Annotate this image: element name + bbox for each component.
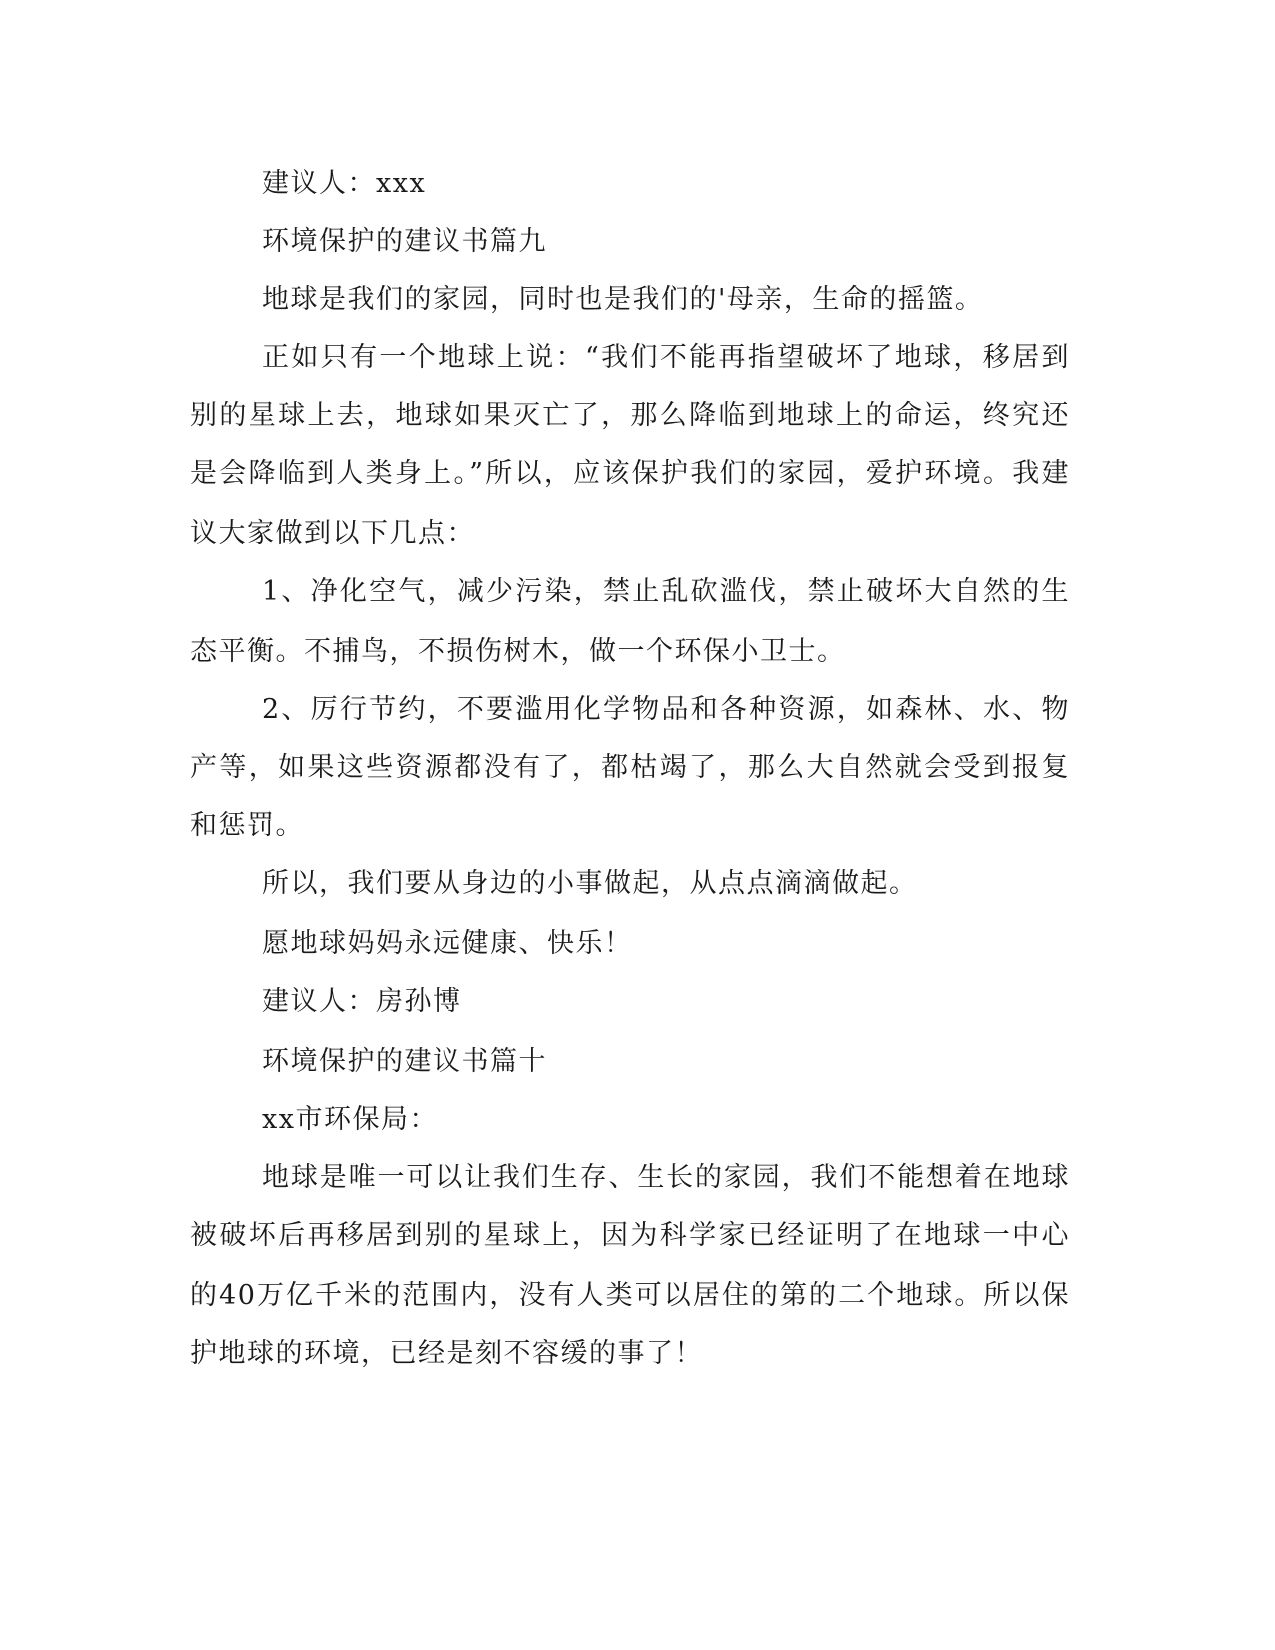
- signature-line: 建议人：房孙博: [262, 986, 462, 1017]
- section-heading: 环境保护的建议书篇九: [262, 226, 547, 257]
- paragraph-line: 所以，我们要从身边的小事做起，从点点滴滴做起。: [262, 868, 918, 899]
- list-item-line: 1、净化空气，减少污染，禁止乱砍滥伐，禁止破坏大自然的生: [262, 576, 1070, 607]
- list-item-line: 2、厉行节约，不要滥用化学物品和各种资源，如森林、水、物: [262, 694, 1070, 725]
- list-item-line: 态平衡。不捕鸟，不损伤树木，做一个环保小卫士。: [190, 636, 846, 667]
- paragraph-line: 别的星球上去，地球如果灭亡了，那么降临到地球上的命运，终究还: [190, 400, 1070, 431]
- section-heading: 环境保护的建议书篇十: [262, 1046, 547, 1077]
- paragraph-line: 地球是我们的家园，同时也是我们的'母亲，生命的摇篮。: [262, 284, 984, 315]
- paragraph-line: 正如只有一个地球上说：“我们不能再指望破坏了地球，移居到: [262, 342, 1070, 373]
- paragraph-line: 地球是唯一可以让我们生存、生长的家园，我们不能想着在地球: [262, 1162, 1070, 1193]
- paragraph-line: 愿地球妈妈永远健康、快乐！: [262, 928, 633, 959]
- paragraph-line: 护地球的环境，已经是刻不容缓的事了！: [190, 1338, 703, 1369]
- salutation-line: xx市环保局：: [262, 1104, 438, 1135]
- list-item-line: 产等，如果这些资源都没有了，都枯竭了，那么大自然就会受到报复: [190, 752, 1070, 783]
- paragraph-line: 是会降临到人类身上。”所以，应该保护我们的家园，爱护环境。我建: [190, 458, 1070, 489]
- paragraph-line: 被破坏后再移居到别的星球上，因为科学家已经证明了在地球一中心: [190, 1220, 1070, 1251]
- paragraph-line: 议大家做到以下几点：: [190, 518, 475, 549]
- list-item-line: 和惩罚。: [190, 810, 304, 841]
- paragraph-line: 的40万亿千米的范围内，没有人类可以居住的第的二个地球。所以保: [190, 1280, 1070, 1311]
- signature-line: 建议人：xxx: [262, 168, 427, 199]
